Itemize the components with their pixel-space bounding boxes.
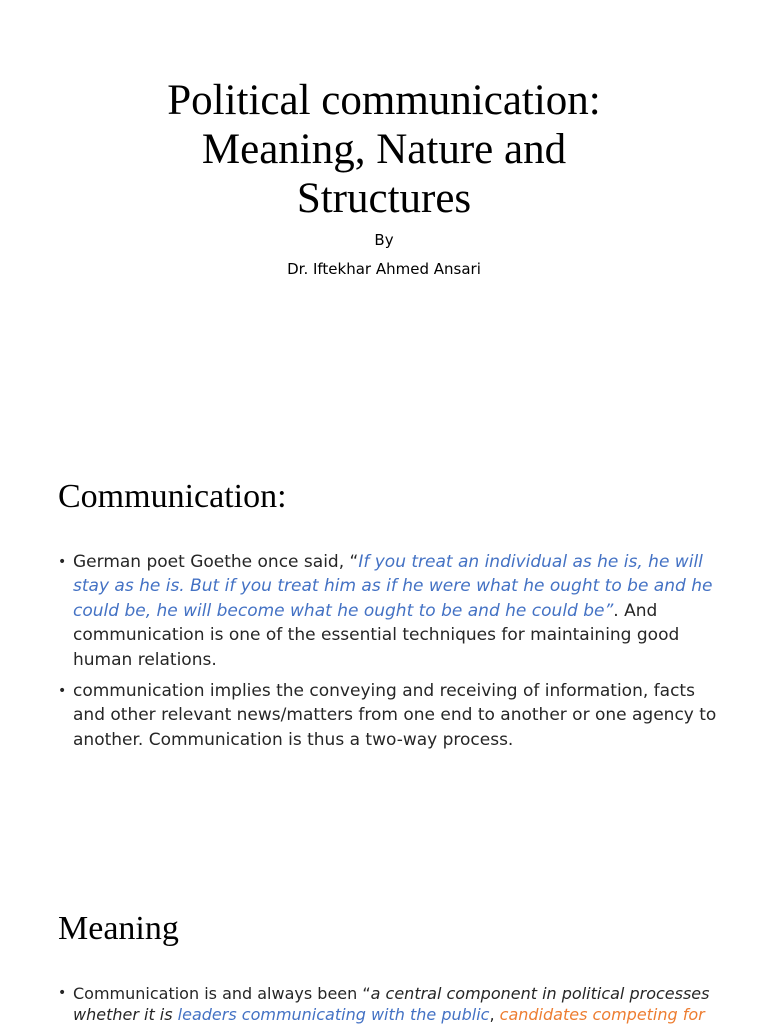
communication-slide bbox=[0, 432, 768, 864]
bullet-dot-icon: • bbox=[58, 985, 67, 1001]
italic-text: a central component in political processes whether it is bbox=[73, 984, 710, 1024]
presentation-title bbox=[0, 76, 768, 223]
bullet-text: , bbox=[489, 1005, 500, 1024]
bullet-list bbox=[58, 550, 718, 759]
bullet-list bbox=[58, 983, 718, 1032]
bullet-item bbox=[58, 679, 718, 752]
bullet-text: Communication is and always been “ bbox=[73, 984, 371, 1003]
bullet-text: communication implies the conveying and receiving of information, facts and other relevant news/matters from one end to another or one agency to another. Communication is thus a two-way process. bbox=[73, 681, 717, 750]
title-line: Meaning, Nature and bbox=[201, 126, 567, 173]
highlight-orange-text: candidates competing for bbox=[499, 1005, 705, 1024]
slide-heading: Communication: bbox=[58, 478, 287, 515]
title-line: Political communication: bbox=[167, 77, 601, 124]
bullet-text: . And communication is one of the essential techniques for maintaining good human relations. bbox=[73, 600, 680, 670]
meaning-slide bbox=[0, 864, 768, 1024]
bullet-item bbox=[58, 983, 718, 1025]
bullet-dot-icon: • bbox=[58, 683, 67, 700]
by-label: By bbox=[374, 231, 394, 249]
title-slide bbox=[0, 0, 768, 432]
author-name: Dr. Iftekhar Ahmed Ansari bbox=[287, 260, 481, 278]
bullet-item bbox=[58, 550, 718, 672]
slide-heading: Meaning bbox=[58, 910, 179, 947]
highlight-blue-text: leaders communicating with the public bbox=[177, 1005, 490, 1024]
bullet-dot-icon: • bbox=[58, 554, 67, 570]
goethe-quote: If you treat an individual as he is, he will stay as he is. But if you treat him as if he were what he ought to be and he could be, he will become what he ought to be and he could be” bbox=[73, 552, 713, 621]
bullet-text: German poet Goethe once said, “ bbox=[73, 552, 359, 572]
title-line: Structures bbox=[296, 175, 472, 222]
